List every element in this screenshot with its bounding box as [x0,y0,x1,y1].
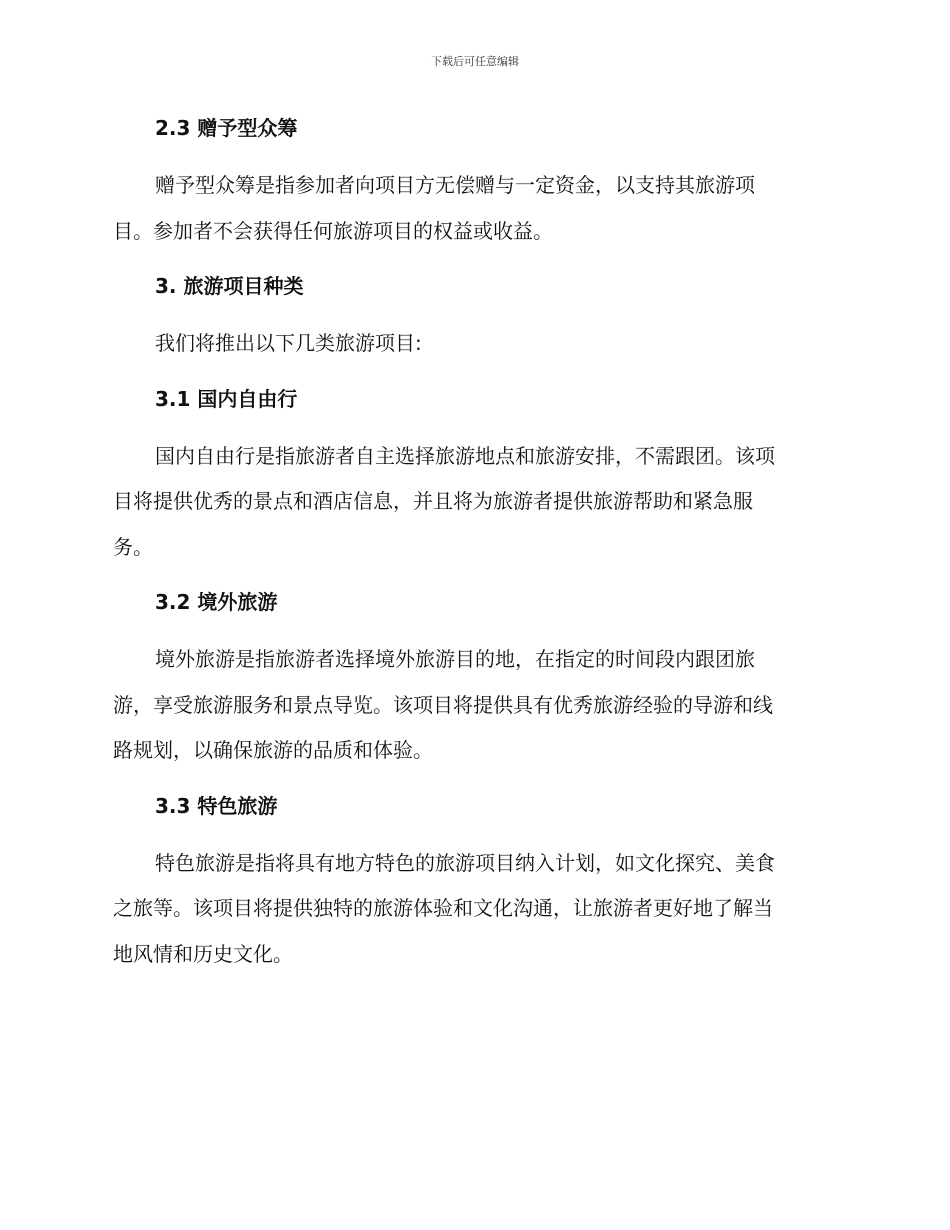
section-heading: 3.3 特色旅游 [155,793,278,818]
section-heading: 3.1 国内自由行 [155,386,298,411]
section-paragraph: 国内自由行是指旅游者自主选择旅游地点和旅游安排，不需跟团。该项 目将提供优秀的景点和酒店信息，并且将为旅游者提供旅游帮助和紧急服 务。 [113,443,775,559]
document-body [113,108,833,989]
section-heading: 3. 旅游项目种类 [155,274,304,298]
section-heading: 2.3 赠予型众筹 [155,116,298,140]
section-paragraph: 我们将推出以下几类旅游项目: [155,331,422,355]
section-paragraph: 赠予型众筹是指参加者向项目方无偿赠与一定资金，以支持其旅游项 目。参加者不会获得任何旅游项目的权益或收益。 [113,173,755,243]
section-heading: 3.2 境外旅游 [155,590,278,614]
section-paragraph: 境外旅游是指旅游者选择境外旅游目的地，在指定的时间段内跟团旅 游，享受旅游服务和景点导览。该项目将提供具有优秀旅游经验的导游和线 路规划，以确保旅游的品质和体验。 [113,647,773,762]
section-paragraph: 特色旅游是指将具有地方特色的旅游项目纳入计划，如文化探究、美食 之旅等。该项目将提供独特的旅游体验和文化沟通，让旅游者更好地了解当 地风情和历史文化。 [113,850,775,966]
page-header-note: 下载后可任意编辑 [431,55,519,68]
